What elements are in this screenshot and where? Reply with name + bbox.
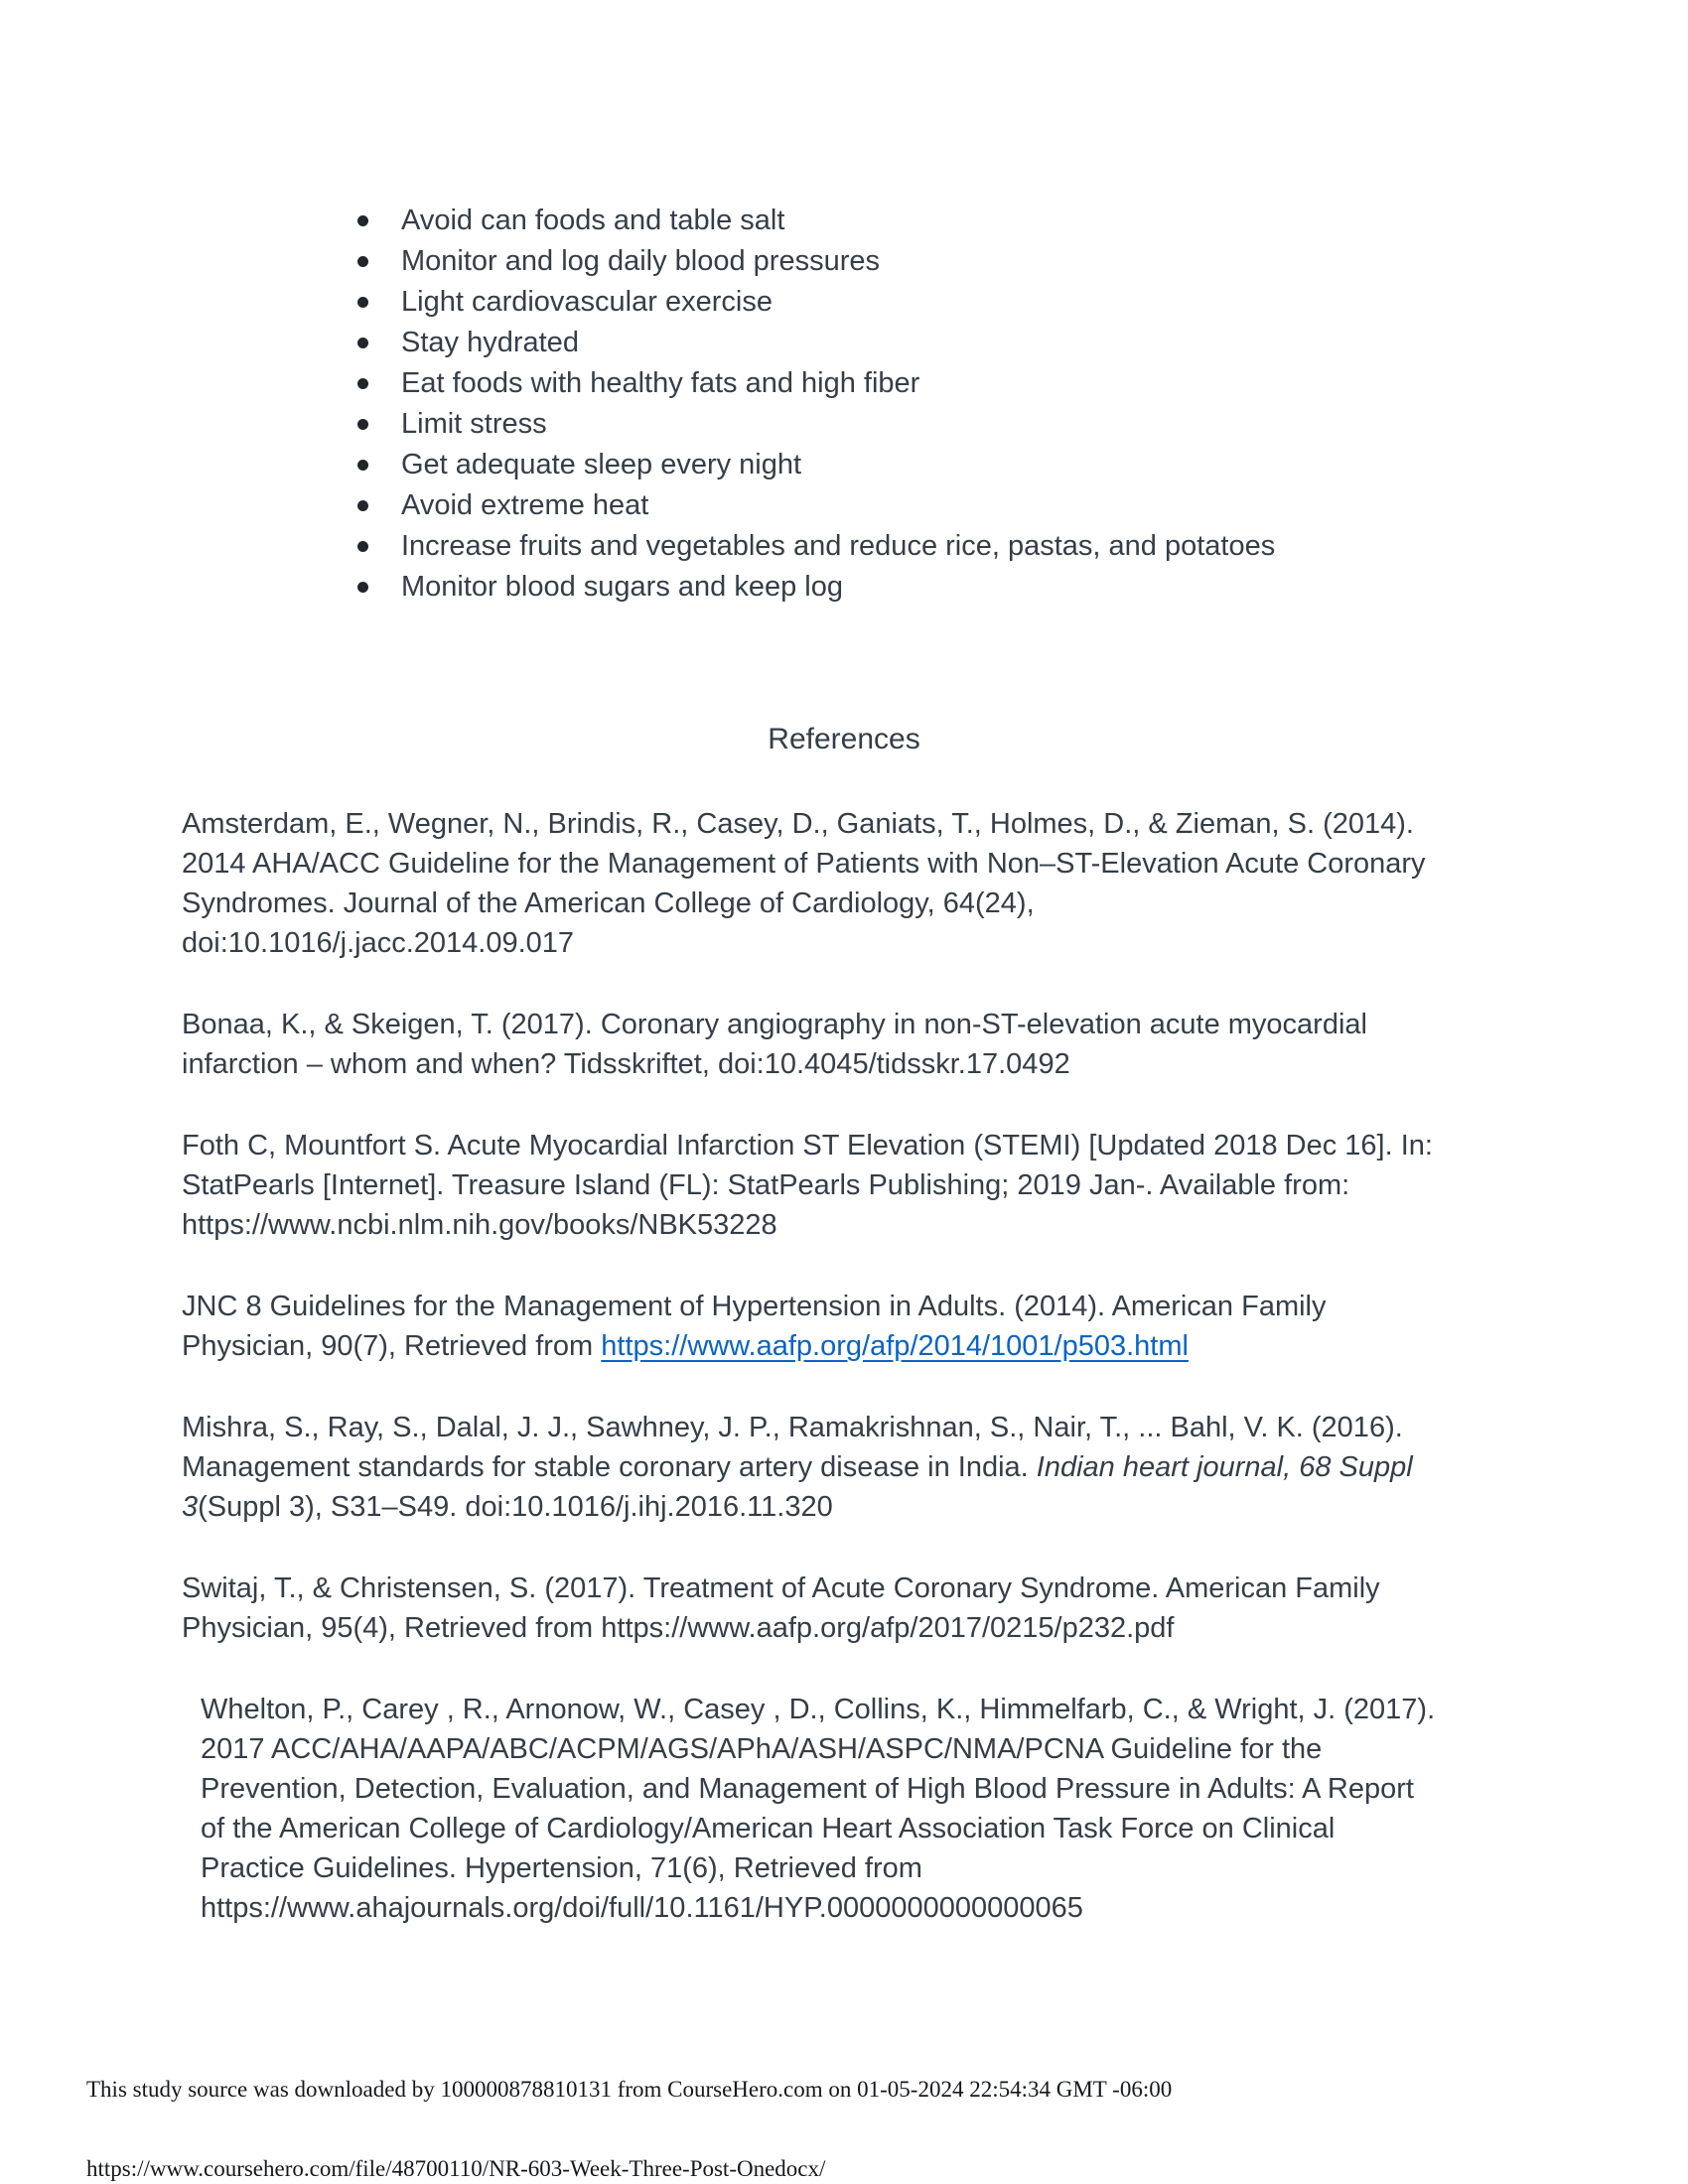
reference-text: Physician, 95(4), Retrieved from https://www.aafp.org/afp/2017/0215/p232.pdf xyxy=(182,1612,1175,1644)
reference-text: (Suppl 3), S31–S49. doi:10.1016/j.ihj.2016.11.320 xyxy=(198,1491,833,1523)
bullet-item xyxy=(355,567,1275,608)
reference-link[interactable]: https://www.aafp.org/afp/2014/1001/p503.html xyxy=(601,1330,1189,1362)
reference-text: StatPearls [Internet]. Treasure Island (FL): StatPearls Publishing; 2019 Jan-. Available from: xyxy=(182,1169,1350,1201)
reference-text: Switaj, T., & Christensen, S. (2017). Treatment of Acute Coronary Syndrome. American Family xyxy=(182,1572,1380,1604)
bullet-icon xyxy=(355,526,401,567)
bullet-icon xyxy=(355,241,401,282)
bullet-icon xyxy=(355,485,401,526)
bullet-item xyxy=(355,485,1275,526)
bullet-item xyxy=(355,201,1275,241)
reference-entry xyxy=(182,1408,1592,1527)
bullet-text: Get adequate sleep every night xyxy=(401,449,802,480)
references-list xyxy=(182,804,1592,1970)
bullet-item xyxy=(355,363,1275,404)
reference-text: Bonaa, K., & Skeigen, T. (2017). Coronary angiography in non-ST-elevation acute myocardial xyxy=(182,1009,1367,1040)
bullet-icon xyxy=(355,201,401,241)
reference-text: https://www.ahajournals.org/doi/full/10.1161/HYP.0000000000000065 xyxy=(201,1892,1083,1924)
footer-download-note: This study source was downloaded by 100000878810131 from CourseHero.com on 01-05-2024 22:54:34 GMT -06:00 xyxy=(86,2077,1173,2102)
bullet-icon xyxy=(355,445,401,485)
bullet-item xyxy=(355,526,1275,567)
bullet-icon xyxy=(355,363,401,404)
reference-text: of the American College of Cardiology/American Heart Association Task Force on Clinical xyxy=(201,1813,1336,1844)
reference-text: 2014 AHA/ACC Guideline for the Management of Patients with Non–ST-Elevation Acute Coronary xyxy=(182,848,1426,880)
reference-text: infarction – whom and when? Tidsskriftet, doi:10.4045/tidsskr.17.0492 xyxy=(182,1048,1070,1080)
reference-entry xyxy=(182,1005,1592,1084)
reference-text: Foth C, Mountfort S. Acute Myocardial Infarction ST Elevation (STEMI) [Updated 2018 Dec 16]. In: xyxy=(182,1130,1433,1161)
bullet-item xyxy=(355,404,1275,445)
reference-text: Prevention, Detection, Evaluation, and Management of High Blood Pressure in Adults: A Report xyxy=(201,1773,1414,1805)
bullet-text: Light cardiovascular exercise xyxy=(401,286,773,318)
reference-text: Indian heart journal, 68 Suppl xyxy=(1036,1451,1413,1483)
bullet-icon xyxy=(355,282,401,323)
reference-text: Amsterdam, E., Wegner, N., Brindis, R., Casey, D., Ganiats, T., Holmes, D., & Zieman, S. (2014). xyxy=(182,808,1414,840)
bullet-icon xyxy=(355,323,401,363)
reference-text: 2017 ACC/AHA/AAPA/ABC/ACPM/AGS/APhA/ASH/ASPC/NMA/PCNA Guideline for the xyxy=(201,1733,1323,1765)
bullet-text: Stay hydrated xyxy=(401,327,579,358)
bullet-text: Monitor blood sugars and keep log xyxy=(401,571,843,603)
reference-text: Practice Guidelines. Hypertension, 71(6), Retrieved from xyxy=(201,1852,922,1884)
reference-entry xyxy=(182,804,1592,963)
bullet-text: Monitor and log daily blood pressures xyxy=(401,245,880,277)
footer-source-url: https://www.coursehero.com/file/48700110/NR-603-Week-Three-Post-Onedocx/ xyxy=(86,2156,826,2181)
bullet-text: Eat foods with healthy fats and high fiber xyxy=(401,367,920,399)
bullet-text: Avoid can foods and table salt xyxy=(401,205,785,236)
reference-entry xyxy=(201,1690,1592,1928)
bullet-item xyxy=(355,445,1275,485)
reference-text: doi:10.1016/j.jacc.2014.09.017 xyxy=(182,927,575,959)
reference-text: Syndromes. Journal of the American College of Cardiology, 64(24), xyxy=(182,887,1035,919)
bullet-text: Increase fruits and vegetables and reduce rice, pastas, and potatoes xyxy=(401,530,1276,562)
reference-entry xyxy=(182,1287,1592,1366)
reference-text: Whelton, P., Carey , R., Arnonow, W., Casey , D., Collins, K., Himmelfarb, C., & Wright, J. (2017). xyxy=(201,1694,1436,1725)
bullet-item xyxy=(355,323,1275,363)
bullet-item xyxy=(355,282,1275,323)
reference-text: Mishra, S., Ray, S., Dalal, J. J., Sawhney, J. P., Ramakrishnan, S., Nair, T., ... Bahl, V. K. (2016). xyxy=(182,1412,1403,1443)
bullet-list xyxy=(355,201,1275,608)
bullet-icon xyxy=(355,567,401,608)
bullet-item xyxy=(355,241,1275,282)
reference-entry xyxy=(182,1569,1592,1648)
references-heading: References xyxy=(768,723,920,755)
reference-entry xyxy=(182,1126,1592,1245)
bullet-icon xyxy=(355,404,401,445)
reference-text: https://www.ncbi.nlm.nih.gov/books/NBK53228 xyxy=(182,1209,777,1241)
reference-text: Management standards for stable coronary artery disease in India. xyxy=(182,1451,1037,1483)
bullet-text: Avoid extreme heat xyxy=(401,489,649,521)
bullet-text: Limit stress xyxy=(401,408,547,440)
reference-text: Physician, 90(7), Retrieved from xyxy=(182,1330,602,1362)
reference-text: 3 xyxy=(182,1491,199,1523)
reference-text: JNC 8 Guidelines for the Management of Hypertension in Adults. (2014). American Family xyxy=(182,1291,1327,1322)
